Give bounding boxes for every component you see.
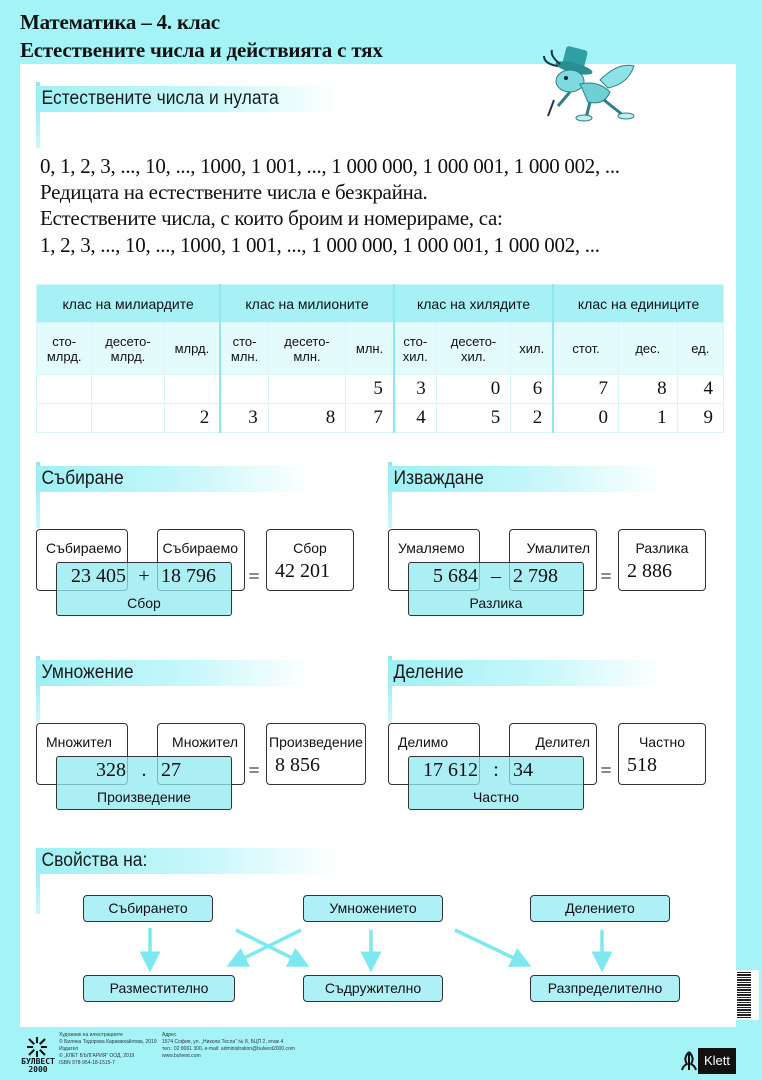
column-header: сто- хил. [394,323,436,375]
property-distributive: Разпределително [530,975,680,1002]
overlay-label: Разлика [469,595,523,611]
left-operand-value: 23 405 [71,565,126,587]
table-cell: 4 [677,375,723,404]
left-operand-label: Умаляемо [398,540,465,556]
right-operand-value: 27 [161,759,181,781]
operator-sign: . [141,759,147,781]
right-operand-value: 18 796 [161,565,216,587]
publisher-heading: Издател [59,1046,79,1052]
column-header: десето- млн. [268,323,345,375]
operator-sign: : [493,759,499,781]
footer-credits [59,1032,157,1067]
table-cell: 0 [553,404,618,433]
section-title-natural-numbers: Естествените числа и нулата [36,86,340,112]
table-cell: 2 [164,404,220,433]
left-operand-value: 328 [96,759,126,781]
result-value: 2 886 [627,560,672,582]
property-associative: Съдружително [303,975,443,1002]
result-label: Произведение [269,734,363,750]
column-header: хил. [511,323,553,375]
bulvest-logo-icon [24,1036,50,1058]
overlay-label: Частно [472,789,520,805]
overlay-label: Сбор [127,595,161,611]
property-source-division: Делението [530,895,670,922]
right-operand-label: Делител [535,734,590,750]
equals-sign: = [600,760,612,782]
right-operand-value: 2 798 [513,565,558,587]
result-label: Частно [638,734,686,750]
table-cell: 5 [346,375,394,404]
group-header: клас на милиардите [37,285,221,323]
column-header: млн. [346,323,394,375]
table-cell: 3 [220,404,268,433]
section-title-division: Деление [388,660,664,686]
result-value: 42 201 [275,560,330,582]
barcode [733,970,759,1020]
equals-sign: = [600,566,612,588]
illustrator-heading: Художник на илюстрациите [59,1032,123,1038]
right-operand-label: Събираемо [162,540,238,556]
isbn: ISBN 978-954-18-1515-7 [59,1060,115,1066]
column-header: стот. [553,323,618,375]
left-operand-value: 5 684 [433,565,478,587]
arrow-multiplication-distributive [455,930,522,962]
table-cell: 9 [677,404,723,433]
address-heading: Адрес [162,1032,177,1038]
left-operand-label: Делимо [398,734,449,750]
section-title-addition: Събиране [36,466,312,492]
publisher-credit: © „КЛЕТ БЪЛГАРИЯ“ ООД, 2019 [59,1053,135,1059]
klett-brand: Klett [698,1048,736,1074]
page-title: Математика – 4. клас [20,10,220,34]
equals-sign: = [248,566,260,588]
table-cell: 7 [553,375,618,404]
group-header: клас на хилядите [394,285,553,323]
column-header: десето- хил. [436,323,511,375]
group-header: клас на милионите [220,285,394,323]
column-header: дес. [618,323,677,375]
table-cell: 7 [346,404,394,433]
section-title-properties: Свойства на: [36,848,340,874]
section-title-multiplication: Умножение [36,660,312,686]
column-header: млрд. [164,323,220,375]
property-source-addition: Събирането [83,895,213,922]
table-cell: 1 [618,404,677,433]
property-commutative: Разместително [83,975,235,1002]
right-operand-value: 34 [513,759,533,781]
contact-line: тел.: 02 8061 300, e-mail: administration@bulvest2000.com [162,1046,295,1052]
illustrator-credit: © Биляна Тодорова Карамихайлова, 2019 [59,1039,157,1045]
right-operand-label: Множител [172,734,238,750]
column-header: сто- млн. [220,323,268,375]
counting-statement: Естествените числа, с които броим и номерираме, са: [40,206,503,230]
result-value: 518 [627,754,657,776]
footer-address [162,1032,295,1060]
website-link[interactable]: www.bulvest.com [162,1053,201,1059]
result-label: Разлика [635,540,689,556]
number-sequence-zero: 0, 1, 2, 3, ..., 10, ..., 1000, 1 001, ..., 1 000 000, 1 000 001, 1 000 002, ... [40,154,620,178]
column-header: сто- млрд. [37,323,92,375]
result-label: Сбор [293,540,327,556]
result-value: 8 856 [275,754,320,776]
table-cell: 3 [394,375,436,404]
equals-sign: = [248,760,260,782]
left-operand-value: 17 612 [423,759,478,781]
table-cell: 0 [436,375,511,404]
right-operand-label: Умалител [526,540,590,556]
page-subtitle: Естествените числа и действията с тях [20,38,383,62]
column-header: десето- млрд. [92,323,164,375]
operator-sign: – [491,565,501,587]
table-cell: 6 [511,375,553,404]
left-operand-label: Събираемо [46,540,122,556]
operator-sign: + [138,565,150,587]
table-cell: 4 [394,404,436,433]
group-header: клас на единиците [553,285,723,323]
table-cell: 8 [268,404,345,433]
column-header: ед. [677,323,723,375]
overlay-label: Произведение [97,789,191,805]
section-title-subtraction: Изваждане [388,466,664,492]
table-cell: 2 [511,404,553,433]
property-source-multiplication: Умножението [303,895,443,922]
table-cell: 5 [436,404,511,433]
left-operand-label: Множител [46,734,112,750]
infinite-statement: Редицата на естествените числа е безкрайна. [40,180,428,204]
bulvest-logo-text: БУЛВЕСТ 2000 [21,1057,55,1074]
address-line: 1574 София, ул. „Никола Тесла“ № 8, БЦП 2, етаж 4 [162,1039,284,1045]
table-cell: 8 [618,375,677,404]
klett-logo-icon [681,1050,697,1072]
number-sequence-one: 1, 2, 3, ..., 10, ..., 1000, 1 001, ..., 1 000 000, 1 000 001, 1 000 002, ... [40,233,600,257]
